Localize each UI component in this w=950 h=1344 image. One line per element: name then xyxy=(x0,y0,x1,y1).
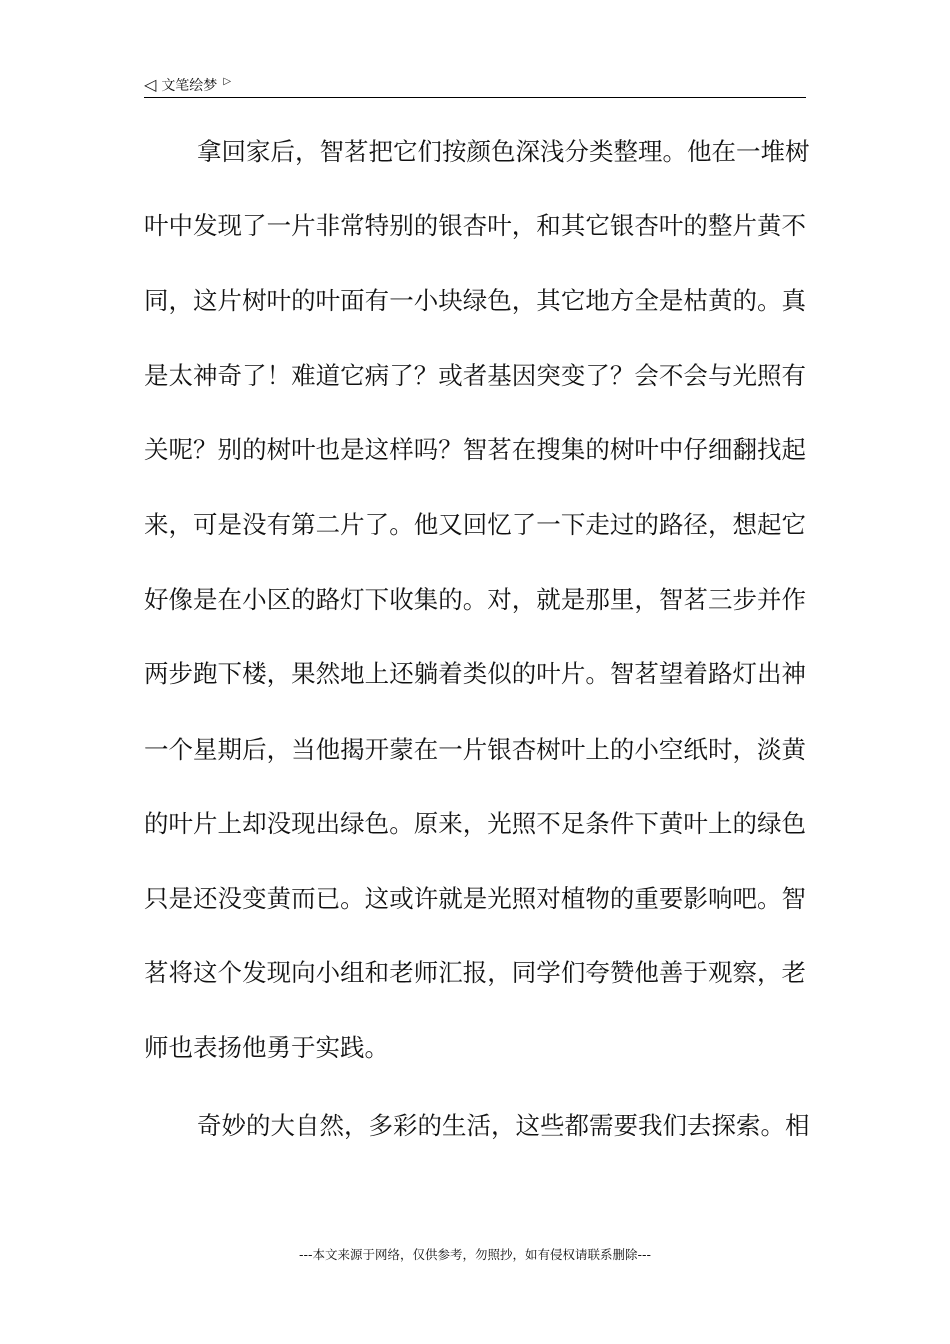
text-line: 好像是在小区的路灯下收集的。对，就是那里，智茗三步并作 xyxy=(144,585,806,614)
text-line: 一个星期后，当他揭开蒙在一片银杏树叶上的小空纸时，淡黄 xyxy=(144,735,806,764)
header-title: 文笔绘梦 xyxy=(161,78,218,94)
text-line: 奇妙的大自然，多彩的生活，这些都需要我们去探索。相 xyxy=(197,1111,810,1140)
text-line: 两步跑下楼，果然地上还躺着类似的叶片。智茗望着路灯出神 xyxy=(144,659,806,688)
text-line: 是太神奇了！难道它病了？或者基因突变了？会不会与光照有 xyxy=(144,361,806,390)
text-line: 关呢？别的树叶也是这样吗？智茗在搜集的树叶中仔细翻找起 xyxy=(144,435,806,464)
footer-disclaimer: ---本文来源于网络，仅供参考，勿照抄，如有侵权请联系删除--- xyxy=(298,1247,652,1262)
page-header xyxy=(144,74,806,96)
text-line: 师也表扬他勇于实践。 xyxy=(144,1033,389,1062)
text-line: 叶中发现了一片非常特别的银杏叶，和其它银杏叶的整片黄不 xyxy=(144,211,806,240)
triangle-right-icon: ▷ xyxy=(223,76,232,87)
text-line: 拿回家后，智茗把它们按颜色深浅分类整理。他在一堆树 xyxy=(197,137,810,166)
text-line: 同，这片树叶的叶面有一小块绿色，其它地方全是枯黄的。真 xyxy=(144,286,806,315)
text-line: 来，可是没有第二片了。他又回忆了一下走过的路径，想起它 xyxy=(144,510,806,539)
header-rule xyxy=(144,97,806,98)
text-line: 只是还没变黄而已。这或许就是光照对植物的重要影响吧。智 xyxy=(144,884,806,913)
text-line: 茗将这个发现向小组和老师汇报，同学们夸赞他善于观察，老 xyxy=(144,958,806,987)
text-line: 的叶片上却没现出绿色。原来，光照不足条件下黄叶上的绿色 xyxy=(144,809,806,838)
triangle-left-icon: ◁ xyxy=(144,75,157,94)
